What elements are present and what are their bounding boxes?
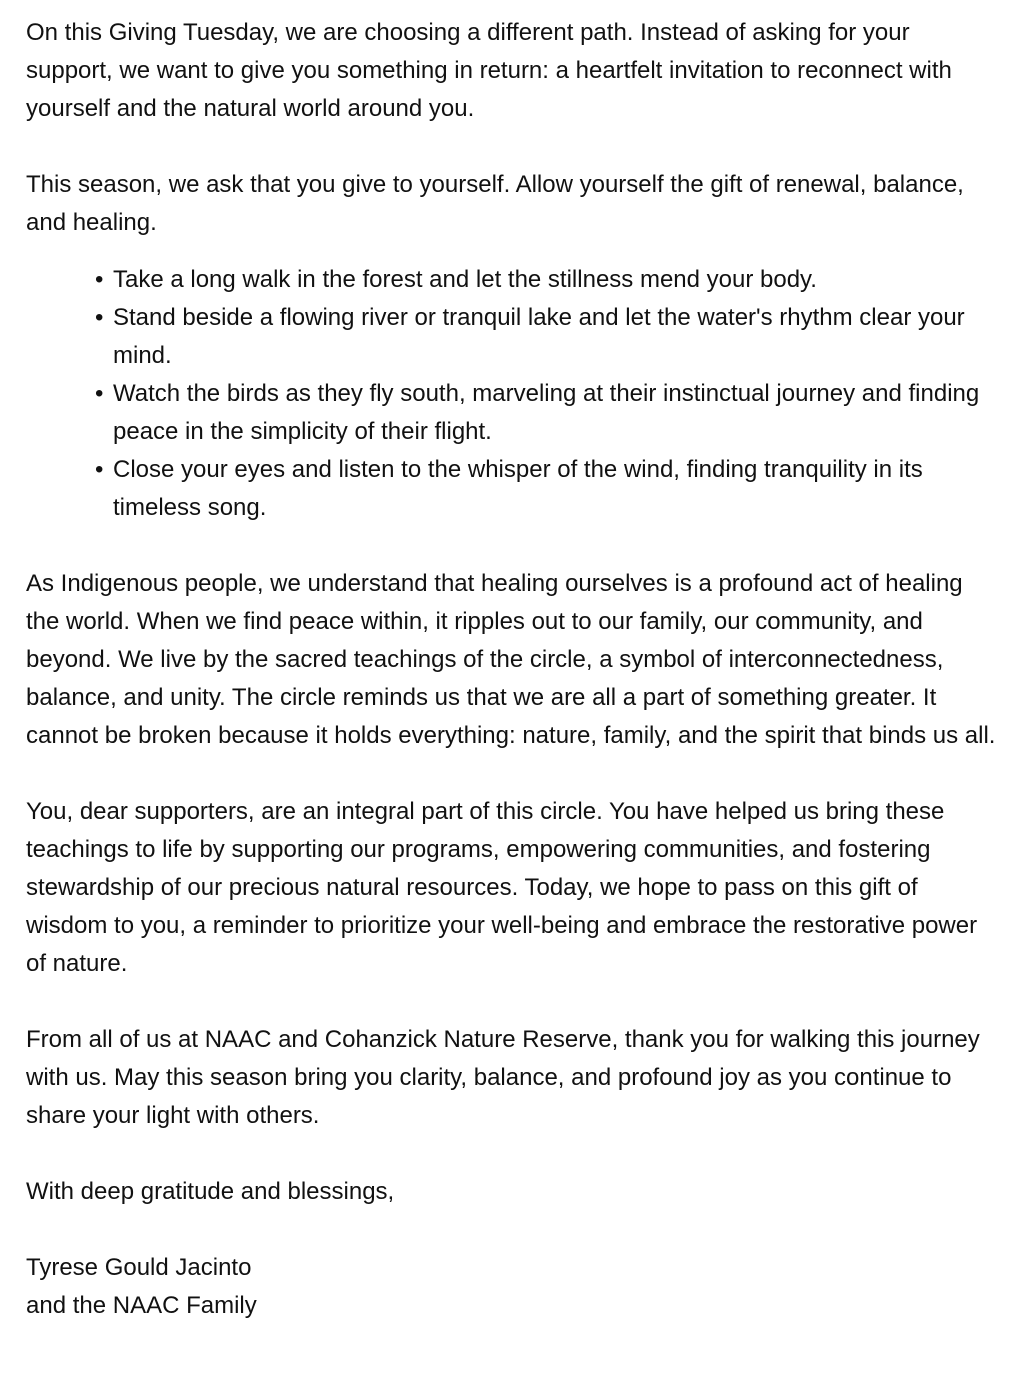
signature-name: Tyrese Gould Jacinto: [26, 1254, 252, 1281]
list-item: [95, 375, 998, 451]
list-item: [95, 451, 998, 527]
intro-paragraph: On this Giving Tuesday, we are choosing a different path. Instead of asking for your support, we want to give you something in return: a heartfelt invitation to reconnect with yourself and the natural world around you.: [26, 19, 952, 122]
list-item-text: Close your eyes and listen to the whisper of the wind, finding tranquility in its timeless song.: [113, 456, 923, 521]
closing-line: With deep gratitude and blessings,: [26, 1178, 395, 1205]
bullet-icon: •: [95, 266, 104, 293]
healing-paragraph: As Indigenous people, we understand that healing ourselves is a profound act of healing the world. When we find peace within, it ripples out to our family, our community, and beyond. We live by the sacred teachings of the circle, a symbol of interconnectedness, balance, and unity. The circle reminds us that we are all a part of something greater. It cannot be broken because it holds everything: nature, family, and the spirit that binds us all.: [26, 570, 996, 749]
bullet-icon: •: [95, 380, 104, 407]
nature-suggestions-list: [26, 261, 998, 527]
list-item: [95, 261, 998, 299]
bullet-icon: •: [95, 304, 104, 331]
thank-you-paragraph: From all of us at NAAC and Cohanzick Nature Reserve, thank you for walking this journey with us. May this season bring you clarity, balance, and profound joy as you continue to share your light with others.: [26, 1026, 980, 1129]
list-item-text: Take a long walk in the forest and let the stillness mend your body.: [113, 266, 817, 293]
self-care-paragraph: This season, we ask that you give to yourself. Allow yourself the gift of renewal, balance, and healing.: [26, 171, 964, 236]
signature-org: and the NAAC Family: [26, 1292, 257, 1319]
supporters-paragraph: You, dear supporters, are an integral part of this circle. You have helped us bring these teachings to life by supporting our programs, empowering communities, and fostering stewardship of our precious natural resources. Today, we hope to pass on this gift of wisdom to you, a reminder to prioritize your well-being and embrace the restorative power of nature.: [26, 798, 978, 977]
bullet-icon: •: [95, 456, 104, 483]
signature-block: [26, 1249, 998, 1325]
list-item-text: Watch the birds as they fly south, marveling at their instinctual journey and finding peace in the simplicity of their flight.: [113, 380, 980, 445]
letter-body: [26, 14, 998, 1325]
list-item: [95, 299, 998, 375]
list-item-text: Stand beside a flowing river or tranquil lake and let the water's rhythm clear your mind.: [113, 304, 965, 369]
